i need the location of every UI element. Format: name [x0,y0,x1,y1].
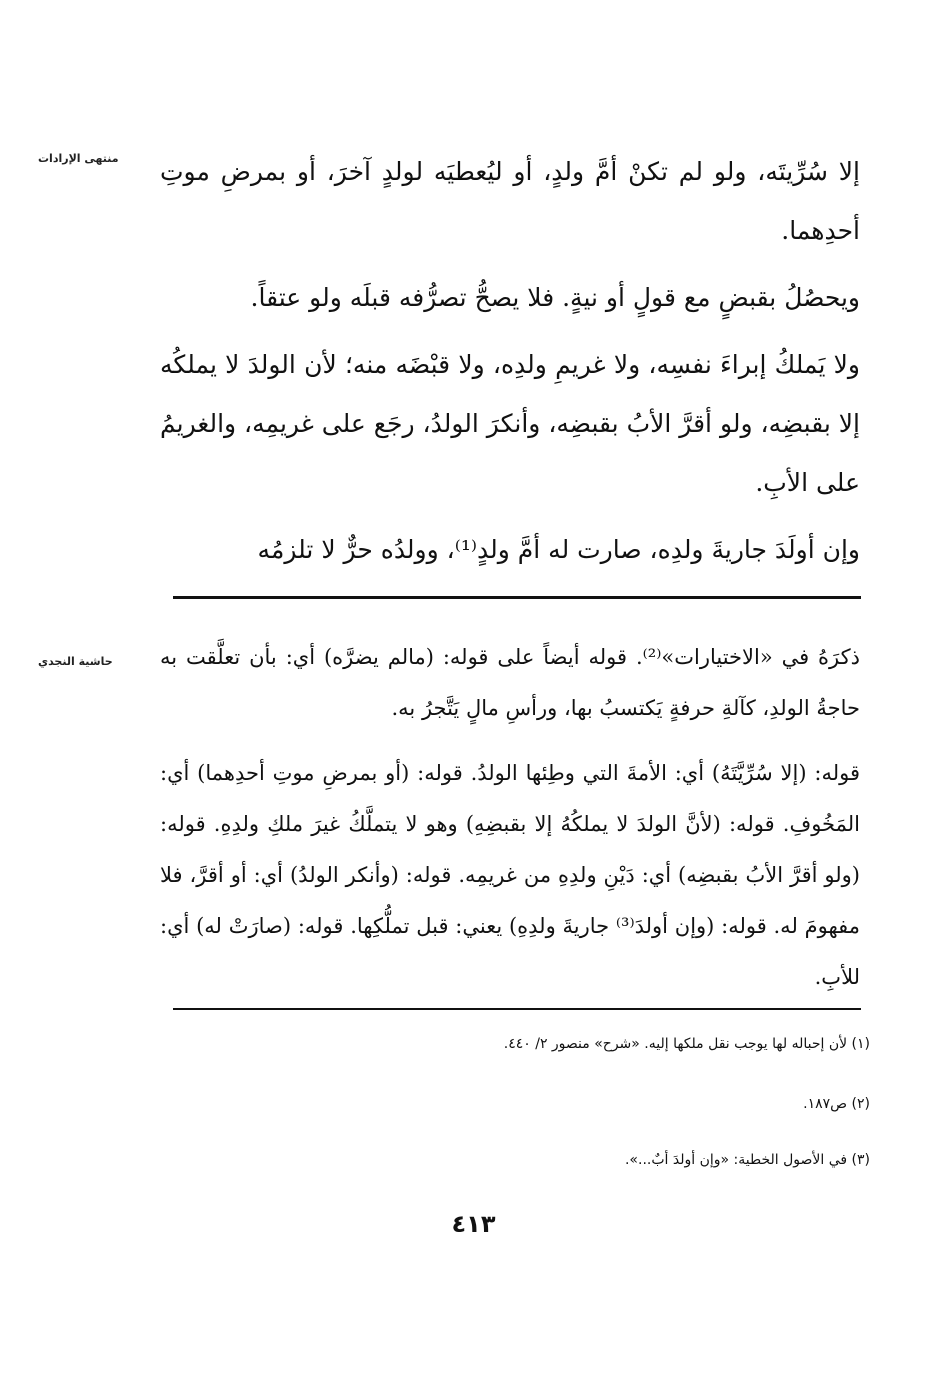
commentary-text [160,632,860,1003]
footnote-1: (١) لأن إحباله لها يوجب نقل ملكها إليه. «شرح» منصور ٢/ ٤٤٠. [503,1036,870,1052]
section-divider [173,596,861,599]
main-paragraph-4: وإن أولَدَ جاريةَ ولدِه، صارت له أمَّ ولدٍ⁽¹⁾، وولدُه حرٌّ لا تلزمُه [257,535,860,564]
footnote-3: (٣) في الأصول الخطية: «وإن أولدَ أبٌ...». [624,1152,870,1168]
main-paragraph-2: ويحصُلُ بقبضٍ مع قولٍ أو نيةٍ. فلا يصحُّ تصرُّفه قبلَه ولو عتقاً. [250,283,860,312]
footnotes [160,1036,870,1176]
side-label-commentary: حاشية النجدي [38,655,113,668]
main-paragraph-3: ولا يَملكُ إبراءَ نفسِه، ولا غريمِ ولدِه، ولا قبْضَه منه؛ لأن الولدَ لا يملكُه إلا بقبضِه، ولو أقرَّ الأبُ بقبضِه، وأنكرَ الولدُ، رجَع على غريمِه، والغريمُ على الأبِ. [160,350,860,497]
main-paragraph-1: إلا سُرِّيتَه، ولو لم تكنْ أمَّ ولدٍ، أو ليُعطيَه لولدٍ آخرَ، أو بمرضِ موتِ أحدِهما. [160,157,860,245]
main-text [160,142,860,579]
footnote-2: (٢) ص١٨٧. [803,1096,870,1112]
side-label-main: منتهى الإرادات [38,152,119,165]
footnote-divider [173,1008,861,1010]
page-number: ٤١٣ [451,1210,496,1238]
commentary-paragraph-2: قوله: (إلا سُرِّيَّتَهُ) أي: الأمةَ التي وطِئها الولدُ. قوله: (أو بمرضِ موتِ أحدِهما) أي: المَخُوفِ. قوله: (لأنَّ الولدَ لا يملكُهُ إلا بقبضِهِ) وهو لا يتملَّكُ غيرَ ملكِ ولدِهِ. قوله: (ولو أقرَّ الأبُ بقبضِه) أي: دَيْنِ ولدِهِ من غريمِه. قوله: (وأنكر الولدُ) أي: أو أقرَّ، فلا مفهومَ له. قوله: (وإن أولدَ⁽³⁾ جاريةَ ولدِهِ) يعني: قبل تملُّكِها. قوله: (صارَتْ له) أي: للأبِ. [160,761,861,989]
commentary-paragraph-1: ذكرَهُ في «الاختيارات»⁽²⁾. قوله أيضاً على قوله: (مالم يضرَّه) أي: بأن تعلَّقت به حاجةُ الولدِ، كآلةِ حرفةٍ يَكتسبُ بها، ورأسِ مالٍ يَتَّجرُ به. [160,645,860,720]
